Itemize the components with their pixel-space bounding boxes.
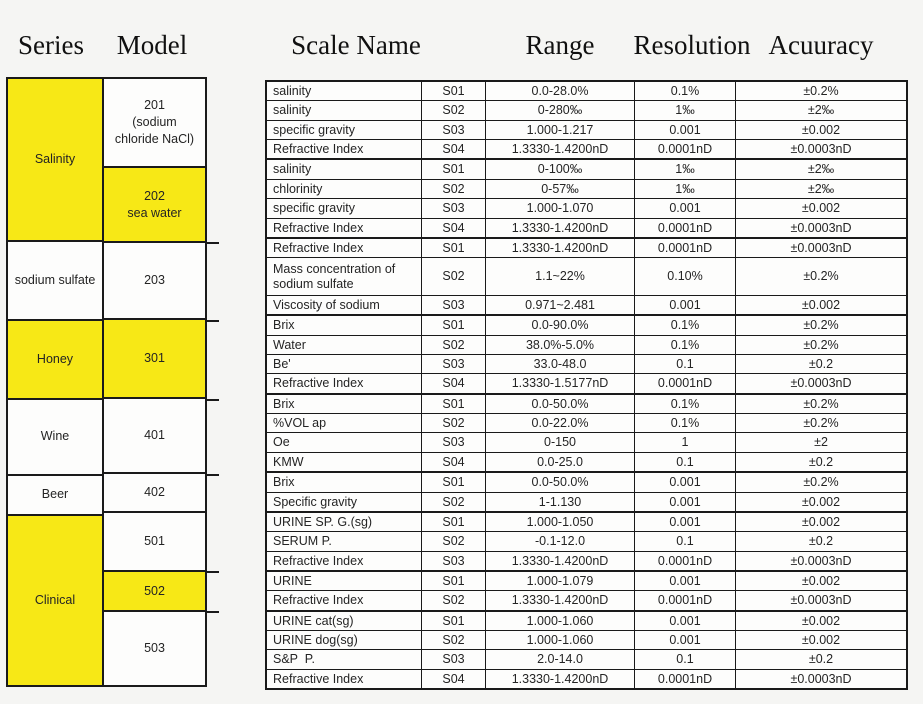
scale-name-cell: Refractive Index [273, 553, 364, 568]
scale-name-cell: URINE dog(sg) [273, 633, 358, 648]
scale-name-cell: URINE cat(sg) [273, 613, 354, 628]
column-header-series: Series [18, 30, 84, 60]
scale-table-row [267, 669, 906, 688]
scale-table-row [267, 120, 906, 139]
scale-name-cell: Refractive Index [273, 220, 364, 235]
resolution-cell: 0.1% [634, 316, 735, 334]
model-cell-line: 202 [144, 188, 165, 203]
scale-table-row [267, 139, 906, 158]
accuracy-cell: ±2 [735, 433, 906, 451]
scale-table-row [267, 257, 906, 295]
resolution-cell: 0.0001nD [634, 374, 735, 392]
scale-name-cell: KMW [273, 454, 304, 469]
code-cell: S01 [421, 239, 485, 257]
scale-name-cell: Be' [273, 357, 291, 371]
accuracy-cell: ±0.002 [735, 513, 906, 531]
scale-name-cell: specific gravity [273, 201, 355, 216]
range-cell: 1.3330-1.5177nD [485, 374, 634, 392]
code-cell: S01 [421, 612, 485, 630]
series-column [8, 79, 104, 685]
scale-name-cell: salinity [273, 162, 312, 177]
model-cell-301 [104, 320, 205, 399]
column-header-resolution: Resolution [633, 30, 751, 60]
model-cell-line: 501 [144, 534, 165, 549]
code-cell: S03 [421, 121, 485, 139]
resolution-cell: 0.1 [634, 650, 735, 668]
accuracy-cell: ±0.2% [735, 395, 906, 413]
scale-name-cell: Brix [273, 318, 295, 333]
code-cell: S04 [421, 140, 485, 158]
range-cell: 1.000-1.070 [485, 199, 634, 217]
accuracy-cell: ±0.2 [735, 532, 906, 550]
code-cell: S01 [421, 160, 485, 178]
scale-table-row [267, 452, 906, 471]
range-cell: 0.0-25.0 [485, 453, 634, 471]
accuracy-cell: ±0.0003nD [735, 239, 906, 257]
accuracy-cell: ±0.002 [735, 493, 906, 511]
resolution-cell: 0.0001nD [634, 140, 735, 158]
resolution-cell: 0.0001nD [634, 219, 735, 237]
resolution-cell: 0.001 [634, 612, 735, 630]
range-cell: 0.0-50.0% [485, 395, 634, 413]
model-cell-503 [104, 612, 205, 685]
resolution-cell: 0.1% [634, 336, 735, 354]
scale-name-cell: salinity [273, 103, 312, 118]
resolution-cell: 1‰ [634, 160, 735, 178]
scale-table-row [267, 354, 906, 373]
column-header-accuracy: Acuuracy [768, 30, 874, 60]
accuracy-cell: ±0.2% [735, 258, 906, 295]
scale-name-cell: Brix [273, 396, 295, 411]
border-stub [205, 242, 219, 244]
range-cell: -0.1-12.0 [485, 532, 634, 550]
accuracy-cell: ±2‰ [735, 160, 906, 178]
code-cell: S02 [421, 101, 485, 119]
scale-table-row [267, 393, 906, 413]
range-cell: 38.0%-5.0% [485, 336, 634, 354]
resolution-cell: 0.001 [634, 493, 735, 511]
accuracy-cell: ±0.2% [735, 414, 906, 432]
code-cell: S03 [421, 199, 485, 217]
scale-table-row [267, 511, 906, 531]
code-cell: S01 [421, 395, 485, 413]
model-cell-502 [104, 572, 205, 613]
model-cell-line: 401 [144, 427, 165, 442]
resolution-cell: 0.001 [634, 199, 735, 217]
range-cell: 0.0-50.0% [485, 473, 634, 491]
range-cell: 0-57‰ [485, 180, 634, 198]
scale-name-cell: Viscosity of sodium [273, 297, 380, 312]
resolution-cell: 0.001 [634, 513, 735, 531]
series-cell-clinical: Clinical [8, 516, 102, 685]
series-cell-beer: Beer [8, 476, 102, 516]
resolution-cell: 0.0001nD [634, 239, 735, 257]
range-cell: 1.3330-1.4200nD [485, 670, 634, 688]
accuracy-cell: ±0.2 [735, 453, 906, 471]
scale-table-row [267, 610, 906, 630]
range-cell: 1.3330-1.4200nD [485, 140, 634, 158]
scale-table-row [267, 237, 906, 257]
series-cell-salinity: Salinity [8, 79, 102, 242]
accuracy-cell: ±0.2% [735, 336, 906, 354]
accuracy-cell: ±0.2% [735, 473, 906, 491]
accuracy-cell: ±0.002 [735, 296, 906, 314]
accuracy-cell: ±0.0003nD [735, 140, 906, 158]
code-cell: S02 [421, 591, 485, 609]
accuracy-cell: ±2‰ [735, 180, 906, 198]
scale-table-row [267, 198, 906, 217]
series-cell-honey: Honey [8, 321, 102, 400]
resolution-cell: 0.0001nD [634, 591, 735, 609]
resolution-cell: 0.1 [634, 532, 735, 550]
range-cell: 1.3330-1.4200nD [485, 552, 634, 570]
range-cell: 0-280‰ [485, 101, 634, 119]
code-cell: S02 [421, 336, 485, 354]
code-cell: S02 [421, 180, 485, 198]
range-cell: 1.1~22% [485, 258, 634, 295]
scale-table-row [267, 413, 906, 432]
resolution-cell: 1‰ [634, 180, 735, 198]
range-cell: 1.000-1.060 [485, 612, 634, 630]
range-cell: 0-150 [485, 433, 634, 451]
scale-name-cell: Refractive Index [273, 671, 364, 686]
model-cell-line: 203 [144, 273, 165, 288]
resolution-cell: 1‰ [634, 101, 735, 119]
scale-name-cell: S&P P. [273, 652, 315, 667]
scale-name-cell: Oe [273, 435, 290, 450]
accuracy-cell: ±0.2 [735, 355, 906, 373]
accuracy-cell: ±0.002 [735, 199, 906, 217]
code-cell: S01 [421, 572, 485, 590]
model-cell-401 [104, 399, 205, 474]
resolution-cell: 0.0001nD [634, 670, 735, 688]
accuracy-cell: ±0.002 [735, 612, 906, 630]
model-cell-line: 301 [144, 351, 165, 366]
scale-name-cell: Specific gravity [273, 494, 358, 509]
model-cell-line: (sodium [132, 115, 177, 130]
series-cell-sodium-sulfate: sodium sulfate [8, 242, 102, 320]
code-cell: S02 [421, 532, 485, 550]
range-cell: 1.3330-1.4200nD [485, 239, 634, 257]
range-cell: 1.000-1.060 [485, 631, 634, 649]
code-cell: S04 [421, 453, 485, 471]
range-cell: 0-100‰ [485, 160, 634, 178]
border-stub [205, 611, 219, 613]
code-cell: S04 [421, 219, 485, 237]
range-cell: 0.0-90.0% [485, 316, 634, 334]
scale-spec-table [265, 80, 908, 690]
model-cell-201 [104, 79, 205, 168]
resolution-cell: 0.1 [634, 355, 735, 373]
code-cell: S04 [421, 670, 485, 688]
code-cell: S02 [421, 631, 485, 649]
scale-table-row [267, 295, 906, 314]
border-stub [205, 399, 219, 401]
scale-name-cell: Refractive Index [273, 376, 364, 391]
scale-name-cell: specific gravity [273, 122, 355, 137]
scale-name-cell: URINE [273, 573, 312, 588]
model-cell-202 [104, 168, 205, 243]
model-cell-line: 502 [144, 583, 165, 598]
range-cell: 1.3330-1.4200nD [485, 591, 634, 609]
resolution-cell: 0.001 [634, 296, 735, 314]
model-cell-203 [104, 243, 205, 321]
resolution-cell: 0.001 [634, 473, 735, 491]
scale-name-cell: Refractive Index [273, 240, 364, 255]
accuracy-cell: ±0.0003nD [735, 670, 906, 688]
scale-table-row [267, 373, 906, 392]
series-cell-wine: Wine [8, 400, 102, 475]
accuracy-cell: ±0.2 [735, 650, 906, 668]
scale-table-row [267, 218, 906, 237]
column-header-model: Model [116, 30, 188, 60]
scale-name-cell: Refractive Index [273, 142, 364, 157]
scale-table-row [267, 335, 906, 354]
scale-table-row [267, 630, 906, 649]
code-cell: S03 [421, 355, 485, 373]
scale-table-row [267, 314, 906, 334]
model-cell-402 [104, 474, 205, 514]
accuracy-cell: ±2‰ [735, 101, 906, 119]
scale-table-row [267, 649, 906, 668]
resolution-cell: 0.1% [634, 414, 735, 432]
scale-table-row [267, 432, 906, 451]
scale-table-row [267, 492, 906, 511]
accuracy-cell: ±0.0003nD [735, 219, 906, 237]
scale-name-cell: Refractive Index [273, 593, 364, 608]
accuracy-cell: ±0.002 [735, 572, 906, 590]
scale-name-cell: Mass concentration of sodium sulfate [273, 262, 399, 291]
range-cell: 1.000-1.079 [485, 572, 634, 590]
scale-table-row [267, 590, 906, 609]
code-cell: S03 [421, 552, 485, 570]
series-model-table [6, 77, 207, 687]
scale-name-cell: SERUM P. [273, 534, 332, 549]
resolution-cell: 0.1% [634, 395, 735, 413]
model-cell-line: 201 [144, 98, 165, 113]
scale-name-cell: Brix [273, 475, 295, 490]
code-cell: S03 [421, 296, 485, 314]
range-cell: 1-1.130 [485, 493, 634, 511]
scale-table-row [267, 179, 906, 198]
resolution-cell: 0.1 [634, 453, 735, 471]
resolution-cell: 0.001 [634, 631, 735, 649]
scale-name-cell: salinity [273, 83, 312, 98]
code-cell: S01 [421, 316, 485, 334]
scale-table-row [267, 471, 906, 491]
code-cell: S02 [421, 258, 485, 295]
scale-name-cell: Water [273, 337, 306, 352]
code-cell: S01 [421, 82, 485, 100]
resolution-cell: 0.10% [634, 258, 735, 295]
range-cell: 2.0-14.0 [485, 650, 634, 668]
resolution-cell: 0.0001nD [634, 552, 735, 570]
accuracy-cell: ±0.0003nD [735, 591, 906, 609]
range-cell: 0.971~2.481 [485, 296, 634, 314]
model-cell-line: 402 [144, 485, 165, 500]
model-cell-line: chloride NaCl) [114, 132, 195, 147]
resolution-cell: 0.001 [634, 572, 735, 590]
range-cell: 0.0-22.0% [485, 414, 634, 432]
scale-table-row [267, 531, 906, 550]
accuracy-cell: ±0.002 [735, 121, 906, 139]
scale-name-cell: %VOL ap [273, 416, 327, 431]
column-header-range: Range [525, 30, 595, 60]
scale-name-cell: chlorinity [273, 181, 323, 196]
code-cell: S01 [421, 473, 485, 491]
accuracy-cell: ±0.2% [735, 82, 906, 100]
scale-table-row [267, 82, 906, 100]
range-cell: 1.000-1.050 [485, 513, 634, 531]
border-stub [205, 571, 219, 573]
code-cell: S03 [421, 650, 485, 668]
resolution-cell: 0.001 [634, 121, 735, 139]
code-cell: S02 [421, 414, 485, 432]
range-cell: 1.000-1.217 [485, 121, 634, 139]
resolution-cell: 1 [634, 433, 735, 451]
border-stub [205, 474, 219, 476]
resolution-cell: 0.1% [634, 82, 735, 100]
model-cell-line: 503 [144, 641, 165, 656]
scale-table-row [267, 158, 906, 178]
code-cell: S02 [421, 493, 485, 511]
range-cell: 33.0-48.0 [485, 355, 634, 373]
accuracy-cell: ±0.002 [735, 631, 906, 649]
accuracy-cell: ±0.0003nD [735, 374, 906, 392]
code-cell: S01 [421, 513, 485, 531]
scale-name-cell: URINE SP. G.(sg) [273, 514, 373, 529]
scale-table-row [267, 570, 906, 590]
code-cell: S03 [421, 433, 485, 451]
range-cell: 1.3330-1.4200nD [485, 219, 634, 237]
accuracy-cell: ±0.2% [735, 316, 906, 334]
accuracy-cell: ±0.0003nD [735, 552, 906, 570]
scale-table-row [267, 551, 906, 570]
scale-table-row [267, 100, 906, 119]
range-cell: 0.0-28.0% [485, 82, 634, 100]
border-stub [205, 320, 219, 322]
model-cell-line: sea water [127, 205, 182, 220]
column-header-scale-name: Scale Name [291, 30, 421, 60]
code-cell: S04 [421, 374, 485, 392]
model-cell-501 [104, 513, 205, 571]
model-column [104, 79, 205, 685]
